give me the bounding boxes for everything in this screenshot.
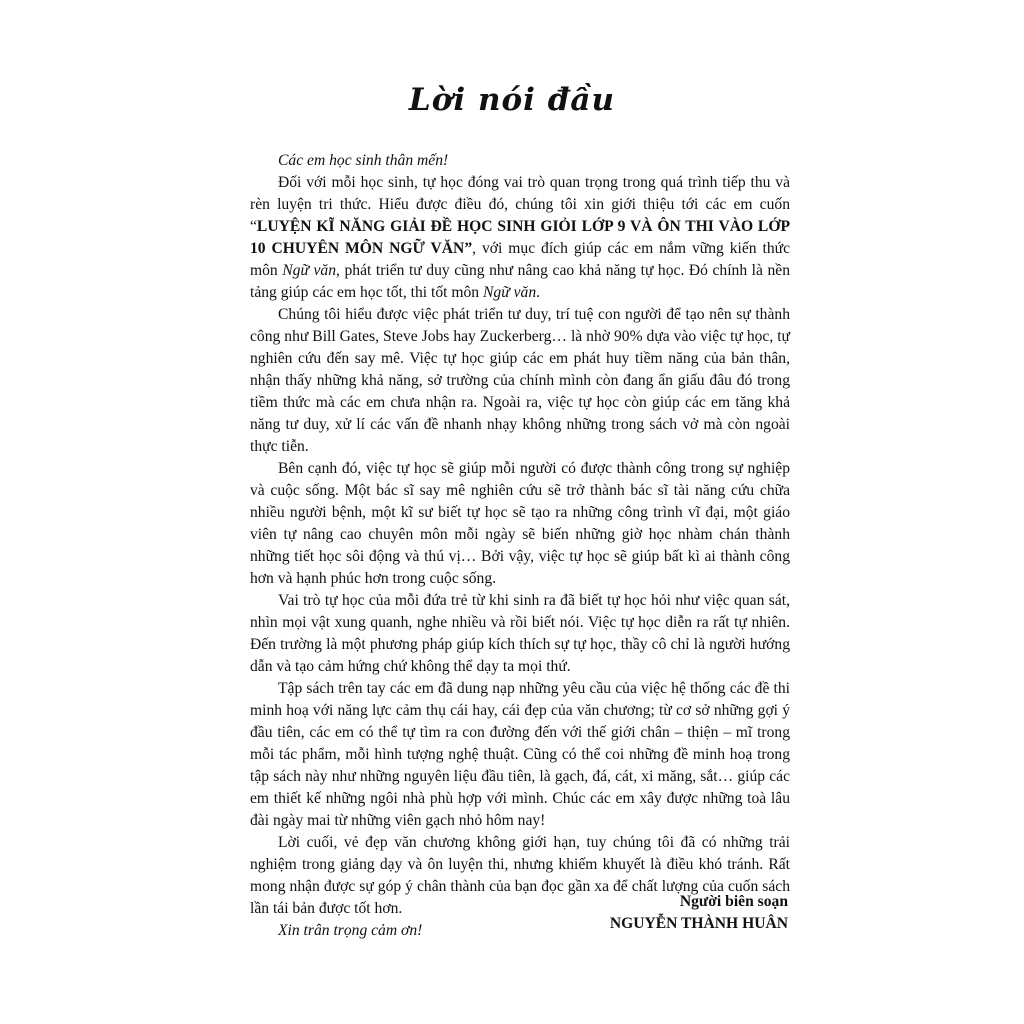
paragraph-1-mid2: , phát triển tư duy cũng như nâng cao khả năng tự học. Đó chính là nền tảng giúp các em học tốt, thi tốt môn — [250, 262, 790, 301]
paragraph-1-mid1: , với mục đích giúp các em nắm vững kiến thức môn — [250, 240, 791, 279]
greeting: Các em học sinh thân mến! — [278, 152, 449, 169]
paragraph-3: Bên cạnh đó, việc tự học sẽ giúp mỗi người có được thành công trong sự nghiệp và cuộc sống. Một bác sĩ say mê nghiên cứu sẽ trở thành bác sĩ tài năng cứu chữa nhiều người bệnh, một kĩ sư biết tự học sẽ tạo ra những công trình vĩ đại, một giáo viên tự nâng cao chuyên môn mỗi ngày sẽ biến những giờ học nhàm chán thành những tiết học sôi động và thú vị… Bởi vậy, việc tự học sẽ giúp bất kì ai thành công hơn và hạnh phúc hơn trong cuộc sống. — [250, 460, 790, 587]
preface-body — [250, 150, 790, 942]
signature-block — [610, 891, 788, 935]
author-name: NGUYỄN THÀNH HUÂN — [609, 915, 788, 932]
paragraph-6: Lời cuối, vẻ đẹp văn chương không giới hạn, tuy chúng tôi đã có những trải nghiệm trong giảng dạy và ôn luyện thi, nhưng khiếm khuyết là điều khó tránh. Rất mong nhận được sự góp ý chân thành của bạn đọc gần xa để chất lượng của cuốn sách lần tái bản được tốt hơn. — [250, 834, 790, 917]
subject-name: Ngữ văn — [282, 262, 337, 279]
paragraph-1-intro: Đối với mỗi học sinh, tự học đóng vai trò quan trọng trong quá trình tiếp thu và rèn luyện tri thức. Hiểu được điều đó, chúng tôi xin giới thiệu tới các em cuốn “ — [250, 174, 790, 235]
paragraph-5: Tập sách trên tay các em đã dung nạp những yêu cầu của việc hệ thống các đề thi minh hoạ với năng lực cảm thụ cái hay, cái đẹp của văn chương; từ cơ sở những gợi ý đầu tiên, các em có thể tự tìm ra con đường đến với thế giới chân – thiện – mĩ trong mỗi tác phẩm, mỗi hình tượng nghệ thuật. Cũng có thể coi những đề minh hoạ trong tập sách này như những nguyên liệu đầu tiên, là gạch, đá, cát, xi măng, sắt… giúp các em thiết kế những ngôi nhà phù hợp với mình. Chúc các em xây được những toà lâu đài ngày mai từ những viên gạch nhỏ hôm nay! — [250, 680, 790, 829]
paragraph-2: Chúng tôi hiểu được việc phát triển tư duy, trí tuệ con người để tạo nên sự thành công như Bill Gates, Steve Jobs hay Zuckerberg… là nhờ 90% dựa vào việc tự học, tự nghiên cứu đến say mê. Việc tự học giúp các em phát huy tiềm năng của bản thân, nhận thấy những khả năng, sở trường của chính mình còn đang ẩn giấu đâu đó trong tiềm thức mà các em chưa nhận ra. Ngoài ra, việc tự học còn giúp các em tăng khả năng tư duy, xử lí các vấn đề nhanh nhạy không những trong sách vở mà còn ngoài thực tiễn. — [250, 306, 790, 455]
page-title: Lời nói đầu — [408, 82, 616, 118]
book-title: LUYỆN KĨ NĂNG GIẢI ĐỀ HỌC SINH GIỎI LỚP 9 VÀ ÔN THI VÀO LỚP 10 CHUYÊN MÔN NGỮ VĂN” — [250, 218, 790, 257]
subject-name: Ngữ văn — [483, 284, 537, 301]
paragraph-1-end: . — [536, 284, 541, 301]
closing-thanks: Xin trân trọng cảm ơn! — [278, 922, 423, 939]
author-role: Người biên soạn — [679, 893, 788, 910]
paragraph-4: Vai trò tự học của mỗi đứa trẻ từ khi sinh ra đã biết tự học hỏi như việc quan sát, nhìn mọi vật xung quanh, nghe nhiều và rồi biết nói. Việc tự học diễn ra rất tự nhiên. Đến trường là một phương pháp giúp kích thích sự tự học, thầy cô chỉ là người hướng dẫn và tạo cảm hứng chứ không thể dạy ta mọi thứ. — [250, 592, 790, 675]
paragraph-1 — [250, 172, 790, 304]
